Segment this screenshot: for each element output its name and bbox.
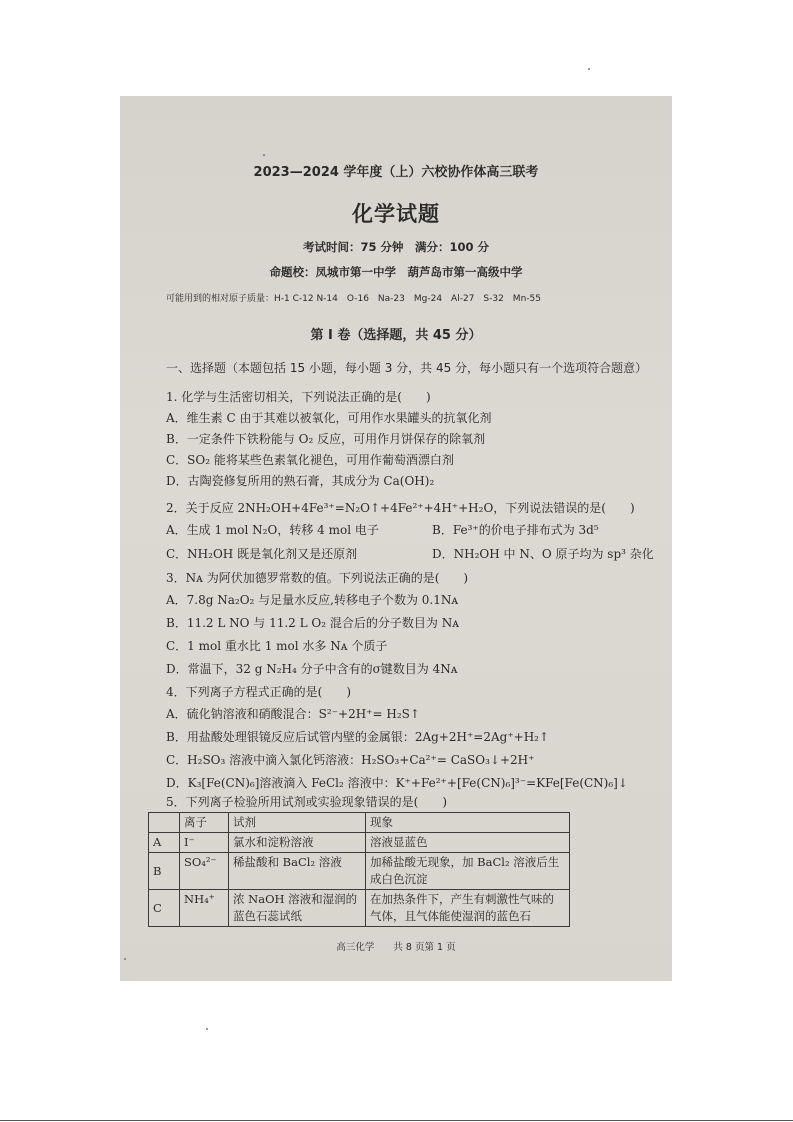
table-row xyxy=(149,853,570,890)
atomic-masses: 可能用到的相对原子质量：H-1 C-12 N-14 O-16 Na-23 Mg-24 Al-27 S-32 Mn-55 xyxy=(166,294,541,304)
question-4-option-c: C．H₂SO₃ 溶液中滴入氯化钙溶液：H₂SO₃+Ca²⁺= CaSO₃↓+2H⁺ xyxy=(166,753,535,767)
table-cell: 加稀盐酸无现象，加 BaCl₂ 溶液后生成白色沉淀 xyxy=(366,853,570,890)
question-4-stem: 4．下列离子方程式正确的是( ) xyxy=(166,685,351,699)
setters-info: 命题校：凤城市第一中学 葫芦岛市第一高级中学 xyxy=(269,265,523,279)
question-5-stem: 5．下列离子检验所用试剂或实验现象错误的是( ) xyxy=(166,795,448,809)
section-title: 一、选择题（本题包括 15 小题，每小题 3 分，共 45 分，每小题只有一个选项符合题意） xyxy=(166,361,648,375)
table-cell: SO₄²⁻ xyxy=(180,853,229,890)
question-3-option-d: D．常温下，32 g N₂H₄ 分子中含有的σ键数目为 4Nᴀ xyxy=(166,662,458,676)
table-cell: 稀盐酸和 BaCl₂ 溶液 xyxy=(229,853,366,890)
part-title: 第 I 卷（选择题，共 45 分） xyxy=(310,328,482,343)
question-3-stem: 3．Nᴀ 为阿伏加德罗常数的值。下列说法正确的是( ) xyxy=(166,571,469,585)
speck-mark xyxy=(124,958,126,960)
speck-mark xyxy=(588,68,590,70)
table-cell: A xyxy=(149,833,180,853)
table-cell: 氯水和淀粉溶液 xyxy=(229,833,366,853)
table-cell: I⁻ xyxy=(180,833,229,853)
page-footer: 高三化学 共 8 页第 1 页 xyxy=(336,942,456,953)
question-4-option-b: B．用盐酸处理银镜反应后试管内壁的金属银：2Ag+2H⁺=2Ag⁺+H₂↑ xyxy=(166,730,550,744)
question-1-option-a: A．维生素 C 由于其难以被氧化，可用作水果罐头的抗氧化剂 xyxy=(166,411,492,425)
question-3-option-c: C．1 mol 重水比 1 mol 水多 Nᴀ 个质子 xyxy=(166,639,388,653)
question-1-option-d: D．古陶瓷修复所用的熟石膏，其成分为 Ca(OH)₂ xyxy=(166,474,435,488)
exam-paper-photo xyxy=(120,96,672,981)
table-header-cell: 离子 xyxy=(180,813,229,833)
question-1-option-c: C．SO₂ 能将某些色素氧化褪色，可用作葡萄酒漂白剂 xyxy=(166,453,454,467)
speck-mark xyxy=(206,1028,208,1030)
page-bottom-line xyxy=(0,1120,793,1121)
question-4-option-d: D．K₃[Fe(CN)₆]溶液滴入 FeCl₂ 溶液中：K⁺+Fe²⁺+[Fe(CN)₆]³⁻=KFe[Fe(CN)₆]↓ xyxy=(166,776,628,790)
table-row xyxy=(149,890,570,927)
table-cell: 浓 NaOH 溶液和湿润的蓝色石蕊试纸 xyxy=(229,890,366,927)
question-4-option-a: A．硫化钠溶液和硝酸混合：S²⁻+2H⁺= H₂S↑ xyxy=(166,707,420,721)
question-3-option-b: B．11.2 L NO 与 11.2 L O₂ 混合后的分子数目为 Nᴀ xyxy=(166,616,459,630)
table-header-cell xyxy=(149,813,180,833)
question-1-option-b: B．一定条件下铁粉能与 O₂ 反应，可用作月饼保存的除氧剂 xyxy=(166,432,486,446)
exam-header: 2023—2024 学年度（上）六校协作体高三联考 xyxy=(253,165,539,180)
question-2-option-d: D．NH₂OH 中 N、O 原子均为 sp³ 杂化 xyxy=(432,547,654,561)
question-2-option-a: A．生成 1 mol N₂O，转移 4 mol 电子 xyxy=(166,523,379,537)
table-cell: C xyxy=(149,890,180,927)
speck-mark xyxy=(263,154,265,156)
table-header-row xyxy=(149,813,570,833)
question-5-table xyxy=(148,812,570,927)
table-header-cell: 试剂 xyxy=(229,813,366,833)
page-title: 化学试题 xyxy=(352,202,440,226)
question-2-stem: 2．关于反应 2NH₂OH+4Fe³⁺=N₂O↑+4Fe²⁺+4H⁺+H₂O，下列说法错误的是( ) xyxy=(166,501,635,515)
table-cell: 溶液显蓝色 xyxy=(366,833,570,853)
table-cell: NH₄⁺ xyxy=(180,890,229,927)
question-2-option-c: C．NH₂OH 既是氧化剂又是还原剂 xyxy=(166,547,358,561)
question-1-stem: 1. 化学与生活密切相关，下列说法正确的是( ) xyxy=(166,390,431,404)
table-header-cell: 现象 xyxy=(366,813,570,833)
table-cell: B xyxy=(149,853,180,890)
table-cell: 在加热条件下，产生有刺激性气味的气体，且气体能使湿润的蓝色石 xyxy=(366,890,570,927)
table-row xyxy=(149,833,570,853)
exam-info: 考试时间：75 分钟 满分：100 分 xyxy=(302,240,489,254)
question-2-option-b: B．Fe³⁺的价电子排布式为 3d⁵ xyxy=(432,523,599,537)
question-3-option-a: A．7.8g Na₂O₂ 与足量水反应,转移电子个数为 0.1Nᴀ xyxy=(166,593,459,607)
